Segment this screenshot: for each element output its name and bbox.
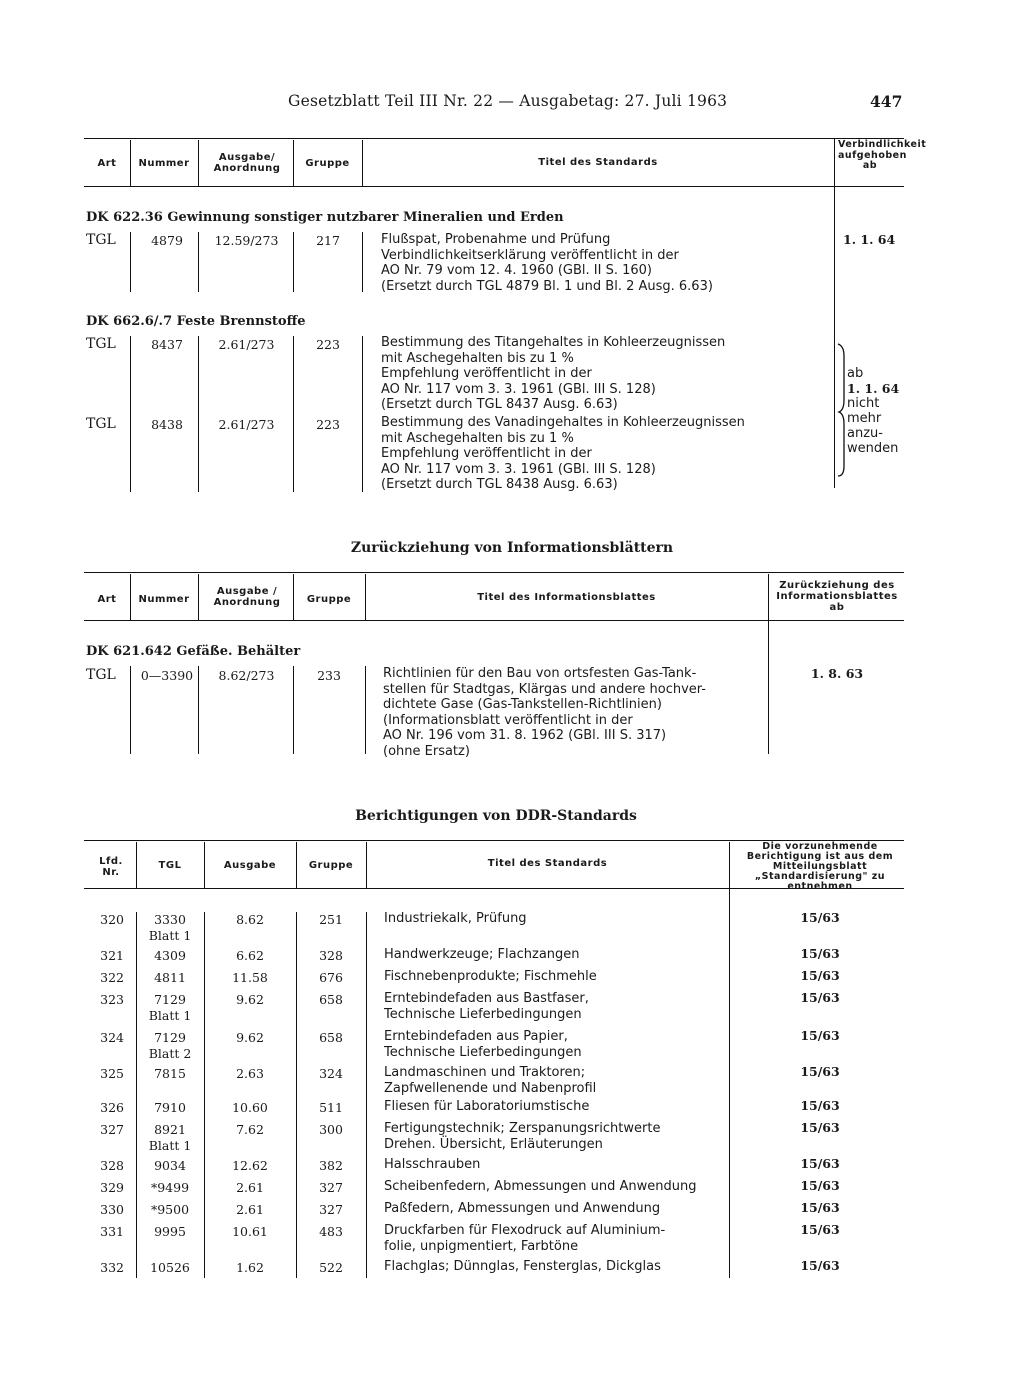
section-heading: DK 621.642 Gefäße. Behälter [86, 644, 301, 659]
cell-titel: Fertigungstechnik; Zerspanungsrichtwerte Drehen. Übersicht, Erläuterungen [384, 1121, 661, 1152]
cell-ausgabe: 10.60 [232, 1100, 268, 1115]
cell-lfd-nr: 323 [100, 992, 124, 1007]
cell-titel: Fischnebenprodukte; Fischmehle [384, 969, 597, 984]
cell-tgl: 7129 Blatt 1 [148, 992, 192, 1023]
cell-gruppe: 511 [319, 1100, 343, 1115]
cell-aufgehoben: 1. 1. 64 [843, 232, 896, 247]
cell-ausgabe: 2.63 [236, 1066, 264, 1081]
cell-lfd-nr: 324 [100, 1030, 124, 1045]
cell-lfd-nr: 326 [100, 1100, 124, 1115]
cell-heft: 15/63 [800, 1028, 840, 1043]
cell-ausgabe: 2.61/273 [218, 417, 275, 432]
cell-titel: Erntebindefaden aus Bastfaser, Technische Lieferbedingungen [384, 991, 589, 1022]
cell-lfd-nr: 332 [100, 1260, 124, 1275]
cell-art: TGL [86, 416, 116, 432]
cell-ausgabe: 11.58 [232, 970, 268, 985]
col-header-lfd-nr: Lfd. Nr. [99, 856, 123, 878]
section-title: Zurückziehung von Informationsblättern [350, 540, 674, 556]
cell-art: TGL [86, 336, 116, 352]
col-header-ausgabe: Ausgabe [223, 860, 277, 871]
section-heading: DK 662.6/.7 Feste Brennstoffe [86, 314, 306, 329]
cell-heft: 15/63 [800, 1064, 840, 1079]
cell-lfd-nr: 331 [100, 1224, 124, 1239]
cell-gruppe: 658 [319, 992, 343, 1007]
cell-ab: 1. 8. 63 [810, 666, 864, 681]
cell-tgl: 3330 Blatt 1 [148, 912, 192, 943]
cell-lfd-nr: 327 [100, 1122, 124, 1137]
cell-gruppe: 382 [319, 1158, 343, 1173]
cell-gruppe: 251 [319, 912, 343, 927]
page-number: 447 [870, 92, 903, 111]
cell-titel: Druckfarben für Flexodruck auf Aluminium- folie, unpigmentiert, Farbtöne [384, 1223, 666, 1254]
cell-nummer: 0—3390 [140, 668, 194, 683]
cell-heft: 15/63 [800, 1156, 840, 1171]
section-heading: DK 622.36 Gewinnung sonstiger nutzbarer Mineralien und Erden [86, 210, 564, 225]
cell-ausgabe: 8.62/273 [218, 668, 275, 683]
cell-ausgabe: 9.62 [236, 1030, 264, 1045]
cell-ausgabe: 12.62 [232, 1158, 268, 1173]
col-header-ausgabe: Ausgabe / Anordnung [213, 586, 281, 608]
col-header-zurueckziehung: Zurückziehung des Informationsblattes ab [776, 580, 898, 613]
cell-ausgabe: 2.61 [236, 1180, 264, 1195]
cell-gruppe: 223 [316, 337, 340, 352]
cell-gruppe: 300 [319, 1122, 343, 1137]
cell-tgl: 9995 [154, 1224, 186, 1239]
cell-heft: 15/63 [800, 910, 840, 925]
cell-tgl: 9034 [154, 1158, 186, 1173]
col-header-gruppe: Gruppe [306, 594, 352, 605]
col-header-tgl: TGL [158, 860, 182, 871]
cell-ausgabe: 10.61 [232, 1224, 268, 1239]
cell-nummer: 8437 [151, 337, 183, 352]
cell-titel: Flachglas; Dünnglas, Fensterglas, Dickglas [384, 1259, 661, 1274]
cell-ausgabe: 2.61/273 [218, 337, 275, 352]
cell-titel: Bestimmung des Titangehaltes in Kohleerzeugnissen mit Aschegehalten bis zu 1 % Empfehlung veröffentlicht in der AO Nr. 117 vom 3. 3. 1961 (GBl. III S. 128) (Ersetzt durch TGL 8437 Ausg. 6.63) [381, 335, 726, 412]
cell-gruppe: 676 [319, 970, 343, 985]
cell-tgl: *9499 [150, 1180, 190, 1195]
cell-titel: Bestimmung des Vanadingehaltes in Kohleerzeugnissen mit Aschegehalten bis zu 1 % Empfehlung veröffentlicht in der AO Nr. 117 vom 3. 3. 1961 (GBl. III S. 128) (Ersetzt durch TGL 8438 Ausg. 6.63) [381, 415, 745, 492]
col-header-berichtigung: Die vorzunehmende Berichtigung ist aus dem Mitteilungsblatt „Standardisierung" zu entnehmen [746, 841, 894, 892]
cell-heft: 15/63 [800, 968, 840, 983]
col-header-art: Art [97, 158, 117, 169]
cell-titel: Paßfedern, Abmessungen und Anwendung [384, 1201, 661, 1216]
cell-tgl: 7815 [154, 1066, 186, 1081]
cell-tgl: 4811 [154, 970, 186, 985]
col-header-nummer: Nummer [138, 158, 190, 169]
col-header-nummer: Nummer [138, 594, 190, 605]
cell-tgl: 7129 Blatt 2 [148, 1030, 192, 1061]
cell-ausgabe: 9.62 [236, 992, 264, 1007]
col-header-titel: Titel des Standards [487, 858, 608, 869]
cell-ausgabe: 1.62 [236, 1260, 264, 1275]
cell-lfd-nr: 330 [100, 1202, 124, 1217]
cell-nummer: 8438 [151, 417, 183, 432]
cell-titel: Industriekalk, Prüfung [384, 911, 527, 926]
cell-lfd-nr: 321 [100, 948, 124, 963]
cell-titel: Richtlinien für den Bau von ortsfesten Gas-Tank- stellen für Stadtgas, Klärgas und andere hochver- dichtete Gase (Gas-Tankstellen-Richtlinien) (Informationsblatt veröffentlicht in der AO Nr. 196 vom 31. 8. 1962 (GBl. III S. 317) (ohne Ersatz) [383, 666, 707, 759]
cell-titel: Fliesen für Laboratoriumstische [384, 1099, 590, 1114]
cell-titel: Erntebindefaden aus Papier, Technische Lieferbedingungen [384, 1029, 582, 1060]
cell-gruppe: 324 [319, 1066, 343, 1081]
cell-titel: Handwerkzeuge; Flachzangen [384, 947, 580, 962]
cell-heft: 15/63 [800, 1098, 840, 1113]
running-header: Gesetzblatt Teil III Nr. 22 — Ausgabetag: 27. Juli 1963 [288, 92, 728, 110]
cell-gruppe: 223 [316, 417, 340, 432]
col-header-aufgehoben: Verbindlichkeit aufgehoben ab [838, 139, 927, 171]
cell-ausgabe: 8.62 [236, 912, 264, 927]
cell-lfd-nr: 322 [100, 970, 124, 985]
cell-gruppe: 327 [319, 1180, 343, 1195]
cell-lfd-nr: 328 [100, 1158, 124, 1173]
cell-ausgabe: 6.62 [236, 948, 264, 963]
cell-tgl: 4309 [154, 948, 186, 963]
cell-heft: 15/63 [800, 1120, 840, 1135]
cell-lfd-nr: 329 [100, 1180, 124, 1195]
cell-heft: 15/63 [800, 1222, 840, 1237]
cell-gruppe: 522 [319, 1260, 343, 1275]
cell-gruppe: 233 [317, 668, 341, 683]
cell-gruppe: 483 [319, 1224, 343, 1239]
cell-tgl: 7910 [154, 1100, 186, 1115]
cell-heft: 15/63 [800, 1200, 840, 1215]
cell-heft: 15/63 [800, 1258, 840, 1273]
cell-gruppe: 327 [319, 1202, 343, 1217]
cell-aufgehoben-note: ab 1. 1. 64 nicht mehr anzu- wenden [847, 366, 900, 456]
section-title: Berichtigungen von DDR-Standards [355, 808, 637, 824]
cell-titel: Halsschrauben [384, 1157, 481, 1172]
col-header-gruppe: Gruppe [305, 158, 350, 169]
cell-art: TGL [86, 667, 116, 683]
cell-titel: Flußspat, Probenahme und Prüfung Verbindlichkeitserklärung veröffentlicht in der AO Nr. 79 vom 12. 4. 1960 (GBl. II S. 160) (Ersetzt durch TGL 4879 Bl. 1 und Bl. 2 Ausg. 6.63) [381, 232, 713, 294]
col-header-art: Art [97, 594, 117, 605]
cell-lfd-nr: 325 [100, 1066, 124, 1081]
cell-ausgabe: 2.61 [236, 1202, 264, 1217]
cell-tgl: 8921 Blatt 1 [148, 1122, 192, 1153]
cell-titel: Landmaschinen und Traktoren; Zapfwellenende und Nabenprofil [384, 1065, 597, 1096]
cell-ausgabe: 12.59/273 [214, 233, 279, 248]
cell-heft: 15/63 [800, 990, 840, 1005]
col-header-titel: Titel des Standards [538, 157, 658, 168]
cell-heft: 15/63 [800, 946, 840, 961]
cell-heft: 15/63 [800, 1178, 840, 1193]
cell-gruppe: 217 [316, 233, 340, 248]
cell-lfd-nr: 320 [100, 912, 124, 927]
cell-gruppe: 658 [319, 1030, 343, 1045]
col-header-gruppe: Gruppe [308, 860, 354, 871]
col-header-ausgabe: Ausgabe/ Anordnung [213, 152, 281, 174]
cell-tgl: 10526 [150, 1260, 190, 1275]
cell-ausgabe: 7.62 [236, 1122, 264, 1137]
col-header-titel: Titel des Informationsblattes [477, 592, 656, 603]
cell-art: TGL [86, 232, 116, 248]
cell-tgl: *9500 [150, 1202, 190, 1217]
cell-gruppe: 328 [319, 948, 343, 963]
cell-nummer: 4879 [151, 233, 183, 248]
cell-titel: Scheibenfedern, Abmessungen und Anwendung [384, 1179, 697, 1194]
